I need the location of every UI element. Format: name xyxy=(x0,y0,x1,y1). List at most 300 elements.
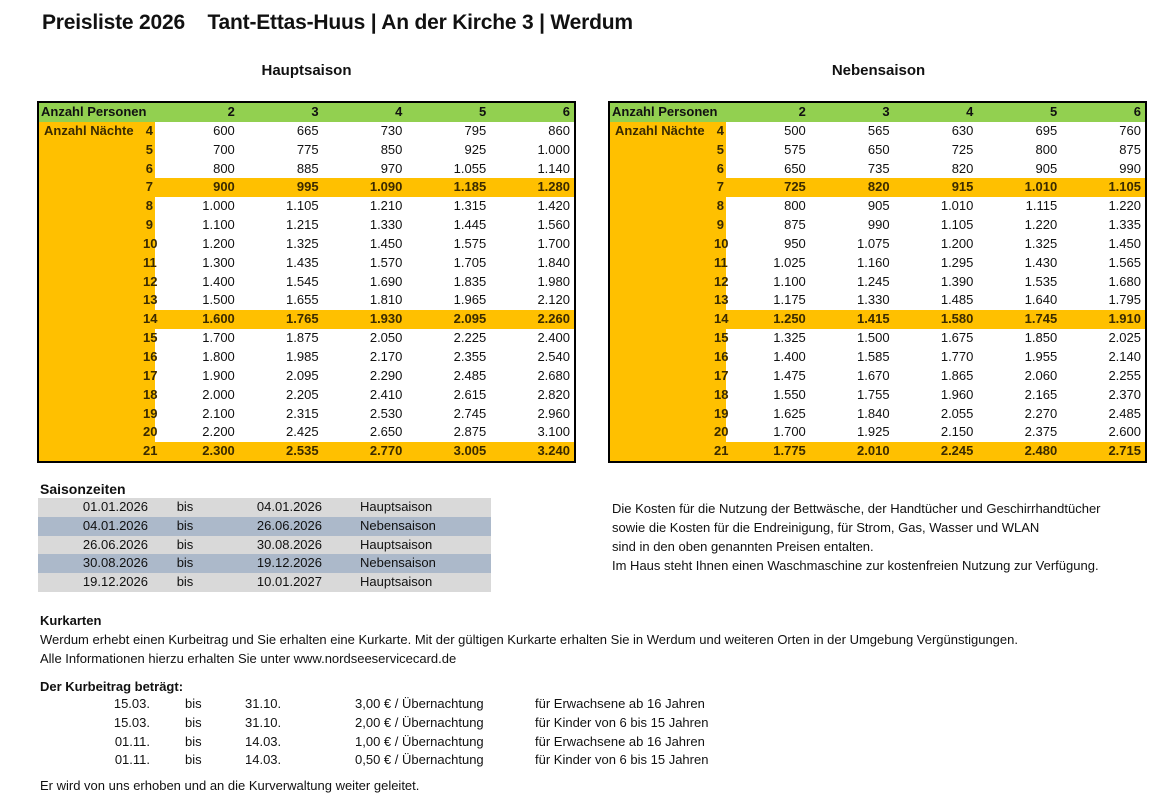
price-cell: 990 xyxy=(1119,160,1141,176)
season-bis: bis xyxy=(176,499,194,514)
nights-count: 11 xyxy=(714,254,726,273)
nights-cell xyxy=(39,254,155,273)
price-row xyxy=(39,122,574,141)
nights-label: Anzahl Nächte xyxy=(39,122,143,141)
nights-cell xyxy=(610,273,729,292)
price-cell: 2.290 xyxy=(369,367,403,383)
kurbeitrag-price: 2,00 € / Übernachtung xyxy=(355,714,484,730)
price-cell: 2.485 xyxy=(453,367,487,383)
season-to-date: 30.08.2026 xyxy=(256,536,322,552)
kurbeitrag-bis: bis xyxy=(185,752,202,768)
price-cell: 1.185 xyxy=(453,179,487,195)
price-cell: 1.965 xyxy=(453,292,487,308)
price-cell: 500 xyxy=(784,122,806,138)
price-cell: 1.580 xyxy=(940,311,974,327)
price-cell: 2.270 xyxy=(1024,405,1058,421)
kurbeitrag-from: 01.11. xyxy=(114,733,150,749)
nights-cell xyxy=(39,329,158,348)
price-cell: 2.960 xyxy=(537,405,570,421)
price-cell: 905 xyxy=(867,198,890,214)
price-cell: 2.255 xyxy=(1108,367,1141,383)
price-cell: 2.680 xyxy=(537,367,570,383)
price-cell: 1.115 xyxy=(1025,198,1058,214)
nights-cell xyxy=(39,160,155,179)
price-cell: 725 xyxy=(951,141,974,157)
season-from-date: 30.08.2026 xyxy=(82,555,148,571)
persons-count: 2 xyxy=(227,104,235,119)
nights-count: 19 xyxy=(143,405,155,424)
price-cell: 735 xyxy=(867,160,890,176)
price-row xyxy=(39,386,574,405)
nights-label-blank xyxy=(610,423,714,442)
nights-cell xyxy=(39,178,155,197)
nights-count: 18 xyxy=(143,386,155,405)
price-cell: 1.700 xyxy=(537,235,570,251)
price-cell: 1.400 xyxy=(773,348,806,364)
price-cell: 925 xyxy=(464,141,487,157)
persons-header-row xyxy=(39,103,574,122)
nights-count: 21 xyxy=(714,442,726,461)
kurbeitrag-row xyxy=(40,751,708,770)
nights-label-blank xyxy=(39,310,143,329)
price-cell: 2.165 xyxy=(1024,386,1058,402)
price-cell: 1.865 xyxy=(940,367,974,383)
nights-count: 9 xyxy=(143,216,155,235)
nights-cell xyxy=(610,348,729,367)
nights-cell xyxy=(610,386,729,405)
price-cell: 575 xyxy=(784,141,806,157)
price-cell: 1.090 xyxy=(369,179,403,195)
nights-cell xyxy=(610,141,726,160)
nights-label-blank xyxy=(610,273,714,292)
price-cell: 1.980 xyxy=(537,273,570,289)
nights-count: 8 xyxy=(143,197,155,216)
season-from-date: 04.01.2026 xyxy=(82,517,148,533)
price-cell: 1.000 xyxy=(202,198,235,214)
price-cell: 1.200 xyxy=(202,235,235,251)
price-cell: 2.745 xyxy=(453,405,487,421)
price-cell: 1.765 xyxy=(286,311,319,327)
price-cell: 1.755 xyxy=(857,386,890,402)
nights-cell xyxy=(39,405,158,424)
price-cell: 1.245 xyxy=(857,273,890,289)
price-cell: 2.715 xyxy=(1108,443,1141,459)
price-cell: 2.225 xyxy=(453,330,487,346)
price-cell: 1.100 xyxy=(773,273,806,289)
nights-label-blank xyxy=(39,442,143,461)
season-from-date: 01.01.2026 xyxy=(82,499,148,514)
nights-count: 13 xyxy=(714,291,726,310)
nights-count: 19 xyxy=(714,405,726,424)
nights-label-blank xyxy=(610,216,714,235)
nights-cell xyxy=(39,273,158,292)
persons-label: Anzahl Personen xyxy=(41,104,147,119)
kurbeitrag-closing-note: Er wird von uns erhoben und an die Kurverwaltung weiter geleitet. xyxy=(40,778,420,793)
nights-cell xyxy=(39,386,158,405)
price-cell: 1.430 xyxy=(1024,254,1058,270)
price-cell: 1.250 xyxy=(773,311,806,327)
nights-cell xyxy=(39,235,158,254)
kurkarten-line: Alle Informationen hierzu erhalten Sie unter www.nordseeservicecard.de xyxy=(40,651,457,666)
price-cell: 1.680 xyxy=(1108,273,1141,289)
price-cell: 900 xyxy=(213,179,235,195)
nights-label-blank xyxy=(39,329,143,348)
kurbeitrag-to: 31.10. xyxy=(245,714,282,730)
nights-count: 12 xyxy=(714,273,726,292)
price-cell: 1.280 xyxy=(537,179,570,195)
price-row xyxy=(610,329,1145,348)
nights-count: 14 xyxy=(714,310,726,329)
nights-count: 15 xyxy=(714,329,726,348)
kurbeitrag-bis: bis xyxy=(185,696,202,711)
price-cell: 885 xyxy=(296,160,319,176)
nights-count: 8 xyxy=(714,197,726,216)
nights-count: 16 xyxy=(714,348,726,367)
hauptsaison-heading: Hauptsaison xyxy=(261,62,352,79)
price-cell: 1.335 xyxy=(1108,217,1141,233)
price-cell: 1.500 xyxy=(202,292,235,308)
price-row xyxy=(610,141,1145,160)
price-cell: 1.105 xyxy=(1108,179,1141,195)
price-cell: 2.375 xyxy=(1024,424,1058,440)
nights-label-blank xyxy=(610,197,714,216)
nights-label-blank xyxy=(39,235,143,254)
price-cell: 1.010 xyxy=(1024,179,1058,195)
price-cell: 1.100 xyxy=(202,217,235,233)
nights-cell xyxy=(610,235,729,254)
season-name: Nebensaison xyxy=(360,555,436,571)
price-row xyxy=(610,122,1145,141)
price-cell: 2.485 xyxy=(1108,405,1141,421)
price-cell: 820 xyxy=(867,179,890,195)
nights-label-blank xyxy=(39,348,143,367)
price-cell: 2.120 xyxy=(537,292,570,308)
price-row xyxy=(39,197,574,216)
kurkarten-title: Kurkarten xyxy=(40,613,102,628)
persons-count: 2 xyxy=(798,104,806,119)
nights-count: 11 xyxy=(143,254,155,273)
nights-count: 10 xyxy=(143,235,155,254)
season-bis: bis xyxy=(176,574,194,590)
price-cell: 775 xyxy=(296,141,319,157)
price-cell: 1.670 xyxy=(857,367,890,383)
kurbeitrag-to: 14.03. xyxy=(245,752,282,768)
persons-count: 5 xyxy=(1049,104,1058,119)
price-row xyxy=(610,160,1145,179)
price-cell: 2.055 xyxy=(940,405,974,421)
season-row xyxy=(38,536,491,555)
price-cell: 2.140 xyxy=(1108,348,1141,364)
price-cell: 1.585 xyxy=(857,348,890,364)
kurbeitrag-audience: für Kinder von 6 bis 15 Jahren xyxy=(535,714,709,730)
price-cell: 1.325 xyxy=(1024,235,1058,251)
nights-count: 16 xyxy=(143,348,155,367)
price-cell: 1.450 xyxy=(1108,235,1141,251)
nights-count: 17 xyxy=(143,367,155,386)
price-cell: 1.570 xyxy=(369,254,403,270)
price-cell: 1.900 xyxy=(202,367,235,383)
price-cell: 1.400 xyxy=(202,273,235,289)
price-cell: 1.105 xyxy=(286,198,319,214)
price-cell: 1.770 xyxy=(940,348,974,364)
price-row xyxy=(39,423,574,442)
season-from-date: 26.06.2026 xyxy=(82,536,148,552)
price-cell: 2.370 xyxy=(1108,386,1141,402)
price-cell: 2.095 xyxy=(286,367,319,383)
price-cell: 600 xyxy=(213,122,235,138)
persons-count: 6 xyxy=(1133,104,1141,119)
nights-cell xyxy=(39,122,155,141)
price-cell: 2.100 xyxy=(202,405,235,421)
nights-cell xyxy=(39,310,158,329)
nights-cell xyxy=(610,197,726,216)
price-cell: 1.140 xyxy=(537,160,570,176)
price-cell: 1.775 xyxy=(773,443,806,459)
price-cell: 650 xyxy=(867,141,890,157)
nights-cell xyxy=(610,329,729,348)
season-name: Hauptsaison xyxy=(360,499,433,514)
nights-count: 7 xyxy=(143,178,155,197)
hauptsaison-price-table xyxy=(37,101,576,463)
price-cell: 1.925 xyxy=(857,424,890,440)
kurkarten-line: Werdum erhebt einen Kurbeitrag und Sie erhalten eine Kurkarte. Mit der gültigen Kurkarte erhalten Sie in Werdum und weiteren Orten in der Umgebung Vergünstigungen. xyxy=(40,632,1018,647)
price-cell: 1.315 xyxy=(453,198,487,214)
price-cell: 800 xyxy=(1035,141,1058,157)
price-cell: 1.010 xyxy=(940,198,974,214)
price-cell: 1.105 xyxy=(940,217,974,233)
price-cell: 1.550 xyxy=(773,386,806,402)
info-line: sowie die Kosten für die Endreinigung, für Strom, Gas, Wasser und WLAN xyxy=(612,520,1040,535)
persons-count: 3 xyxy=(882,104,890,119)
price-cell: 700 xyxy=(213,141,235,157)
price-cell: 1.450 xyxy=(369,235,403,251)
price-cell: 1.295 xyxy=(940,254,974,270)
nights-cell xyxy=(610,122,726,141)
nights-cell xyxy=(610,310,729,329)
nights-label-blank xyxy=(39,423,143,442)
price-row xyxy=(610,235,1145,254)
kurbeitrag-from: 01.11. xyxy=(114,752,150,768)
price-cell: 3.100 xyxy=(537,424,570,440)
nights-label-blank xyxy=(39,160,143,179)
saisonzeiten-title: Saisonzeiten xyxy=(40,481,126,497)
persons-count: 6 xyxy=(562,104,570,119)
price-cell: 1.640 xyxy=(1024,292,1058,308)
nights-count: 18 xyxy=(714,386,726,405)
nights-label-blank xyxy=(610,405,714,424)
price-cell: 2.425 xyxy=(286,424,319,440)
season-bis: bis xyxy=(176,536,194,552)
season-row xyxy=(38,573,491,592)
info-line: Im Haus steht Ihnen einen Waschmaschine zur kostenfreien Nutzung zur Verfügung. xyxy=(612,558,1099,573)
page-title: Preisliste 2026 Tant-Ettas-Huus | An der Kirche 3 | Werdum xyxy=(42,11,633,34)
price-cell: 950 xyxy=(784,235,806,251)
season-from-date: 19.12.2026 xyxy=(82,574,148,590)
price-cell: 1.200 xyxy=(940,235,974,251)
price-cell: 2.540 xyxy=(537,348,570,364)
season-to-date: 04.01.2026 xyxy=(256,499,322,514)
nights-cell xyxy=(39,216,155,235)
price-row xyxy=(39,254,574,273)
price-cell: 1.910 xyxy=(1108,311,1141,327)
price-cell: 695 xyxy=(1035,122,1058,138)
nights-label-blank xyxy=(610,141,714,160)
price-cell: 2.060 xyxy=(1024,367,1058,383)
price-cell: 730 xyxy=(380,122,403,138)
price-cell: 1.840 xyxy=(857,405,890,421)
price-row xyxy=(39,405,574,424)
price-cell: 2.000 xyxy=(202,386,235,402)
price-cell: 1.210 xyxy=(369,198,403,214)
nights-cell xyxy=(610,291,729,310)
price-cell: 1.220 xyxy=(1024,217,1058,233)
info-line: sind in den oben genannten Preisen entalten. xyxy=(612,539,874,554)
price-cell: 2.480 xyxy=(1024,443,1058,459)
kurbeitrag-row xyxy=(40,714,708,733)
season-to-date: 26.06.2026 xyxy=(256,517,322,533)
nights-count: 14 xyxy=(143,310,155,329)
persons-label: Anzahl Personen xyxy=(612,104,718,119)
nights-cell xyxy=(610,423,729,442)
price-cell: 565 xyxy=(867,122,890,138)
nights-count: 6 xyxy=(714,160,726,179)
price-row xyxy=(39,160,574,179)
season-to-date: 10.01.2027 xyxy=(256,574,322,590)
price-cell: 3.240 xyxy=(537,443,570,459)
price-cell: 1.835 xyxy=(453,273,487,289)
price-cell: 2.170 xyxy=(369,348,403,364)
price-cell: 630 xyxy=(951,122,974,138)
price-cell: 1.560 xyxy=(537,217,570,233)
price-cell: 1.705 xyxy=(453,254,487,270)
nights-label-blank xyxy=(610,329,714,348)
kurbeitrag-price: 0,50 € / Übernachtung xyxy=(355,752,484,768)
kurbeitrag-to: 31.10. xyxy=(245,696,282,711)
nights-label-blank xyxy=(610,386,714,405)
nebensaison-price-table xyxy=(608,101,1147,463)
price-row xyxy=(39,235,574,254)
price-cell: 1.160 xyxy=(857,254,890,270)
price-cell: 2.875 xyxy=(453,424,487,440)
price-cell: 1.875 xyxy=(286,330,319,346)
price-row xyxy=(610,254,1145,273)
price-cell: 850 xyxy=(380,141,403,157)
price-cell: 1.840 xyxy=(537,254,570,270)
persons-header-row xyxy=(610,103,1145,122)
nights-label-blank xyxy=(39,197,143,216)
price-cell: 1.000 xyxy=(537,141,570,157)
price-cell: 1.745 xyxy=(1024,311,1058,327)
price-cell: 760 xyxy=(1119,122,1141,138)
price-row xyxy=(39,291,574,310)
kurbeitrag-row xyxy=(40,695,708,714)
price-cell: 1.985 xyxy=(286,348,319,364)
price-cell: 1.220 xyxy=(1108,198,1141,214)
price-cell: 725 xyxy=(784,179,806,195)
price-cell: 1.390 xyxy=(940,273,974,289)
price-cell: 1.435 xyxy=(286,254,319,270)
price-cell: 875 xyxy=(1119,141,1141,157)
kurbeitrag-from: 15.03. xyxy=(113,714,150,730)
nights-cell xyxy=(39,367,158,386)
price-cell: 915 xyxy=(951,179,974,195)
kurkarten-text xyxy=(40,630,1018,668)
price-cell: 2.150 xyxy=(940,424,974,440)
price-cell: 1.055 xyxy=(453,160,487,176)
kurbeitrag-table xyxy=(40,695,708,770)
price-cell: 1.025 xyxy=(773,254,806,270)
nights-label-blank xyxy=(610,310,714,329)
season-row xyxy=(38,517,491,536)
price-cell: 2.200 xyxy=(202,424,235,440)
price-cell: 2.025 xyxy=(1108,330,1141,346)
kurbeitrag-audience: für Erwachsene ab 16 Jahren xyxy=(535,696,705,711)
price-cell: 800 xyxy=(213,160,235,176)
nights-count: 6 xyxy=(143,160,155,179)
price-row xyxy=(610,442,1145,461)
price-cell: 2.355 xyxy=(453,348,487,364)
price-cell: 650 xyxy=(784,160,806,176)
price-cell: 2.820 xyxy=(537,386,570,402)
season-to-date: 19.12.2026 xyxy=(256,555,322,571)
nights-count: 20 xyxy=(714,423,726,442)
price-cell: 1.300 xyxy=(202,254,235,270)
price-cell: 1.330 xyxy=(857,292,890,308)
price-cell: 1.690 xyxy=(369,273,403,289)
nights-label-blank xyxy=(39,216,143,235)
persons-count: 4 xyxy=(395,104,403,119)
price-cell: 1.675 xyxy=(940,330,974,346)
kurbeitrag-row xyxy=(40,733,708,752)
price-cell: 995 xyxy=(296,179,319,195)
season-name: Hauptsaison xyxy=(360,536,433,552)
kurbeitrag-price: 3,00 € / Übernachtung xyxy=(355,696,484,711)
nights-label-blank xyxy=(39,405,143,424)
price-row xyxy=(610,405,1145,424)
season-name: Nebensaison xyxy=(360,517,436,533)
nebensaison-heading: Nebensaison xyxy=(831,62,926,79)
nights-label-blank xyxy=(39,254,143,273)
nights-count: 17 xyxy=(714,367,726,386)
nights-label-blank xyxy=(39,141,143,160)
price-cell: 665 xyxy=(296,122,319,138)
price-cell: 1.600 xyxy=(202,311,235,327)
price-cell: 1.655 xyxy=(286,292,319,308)
price-row xyxy=(39,329,574,348)
price-cell: 2.650 xyxy=(369,424,403,440)
nights-label-blank xyxy=(610,160,714,179)
price-cell: 2.400 xyxy=(537,330,570,346)
kurbeitrag-from: 15.03. xyxy=(113,696,150,711)
kurbeitrag-price: 1,00 € / Übernachtung xyxy=(355,733,484,749)
price-row xyxy=(39,348,574,367)
persons-count: 5 xyxy=(478,104,487,119)
price-row xyxy=(610,423,1145,442)
price-row xyxy=(610,197,1145,216)
persons-count: 4 xyxy=(966,104,974,119)
price-cell: 2.050 xyxy=(369,330,403,346)
price-cell: 1.075 xyxy=(857,235,890,251)
price-cell: 2.410 xyxy=(369,386,403,402)
price-cell: 1.565 xyxy=(1108,254,1141,270)
nights-label-blank xyxy=(39,386,143,405)
nights-cell xyxy=(39,291,158,310)
price-cell: 1.325 xyxy=(773,330,806,346)
price-cell: 1.215 xyxy=(286,217,319,233)
price-cell: 2.315 xyxy=(286,405,319,421)
price-cell: 990 xyxy=(867,217,890,233)
nights-cell xyxy=(610,254,726,273)
